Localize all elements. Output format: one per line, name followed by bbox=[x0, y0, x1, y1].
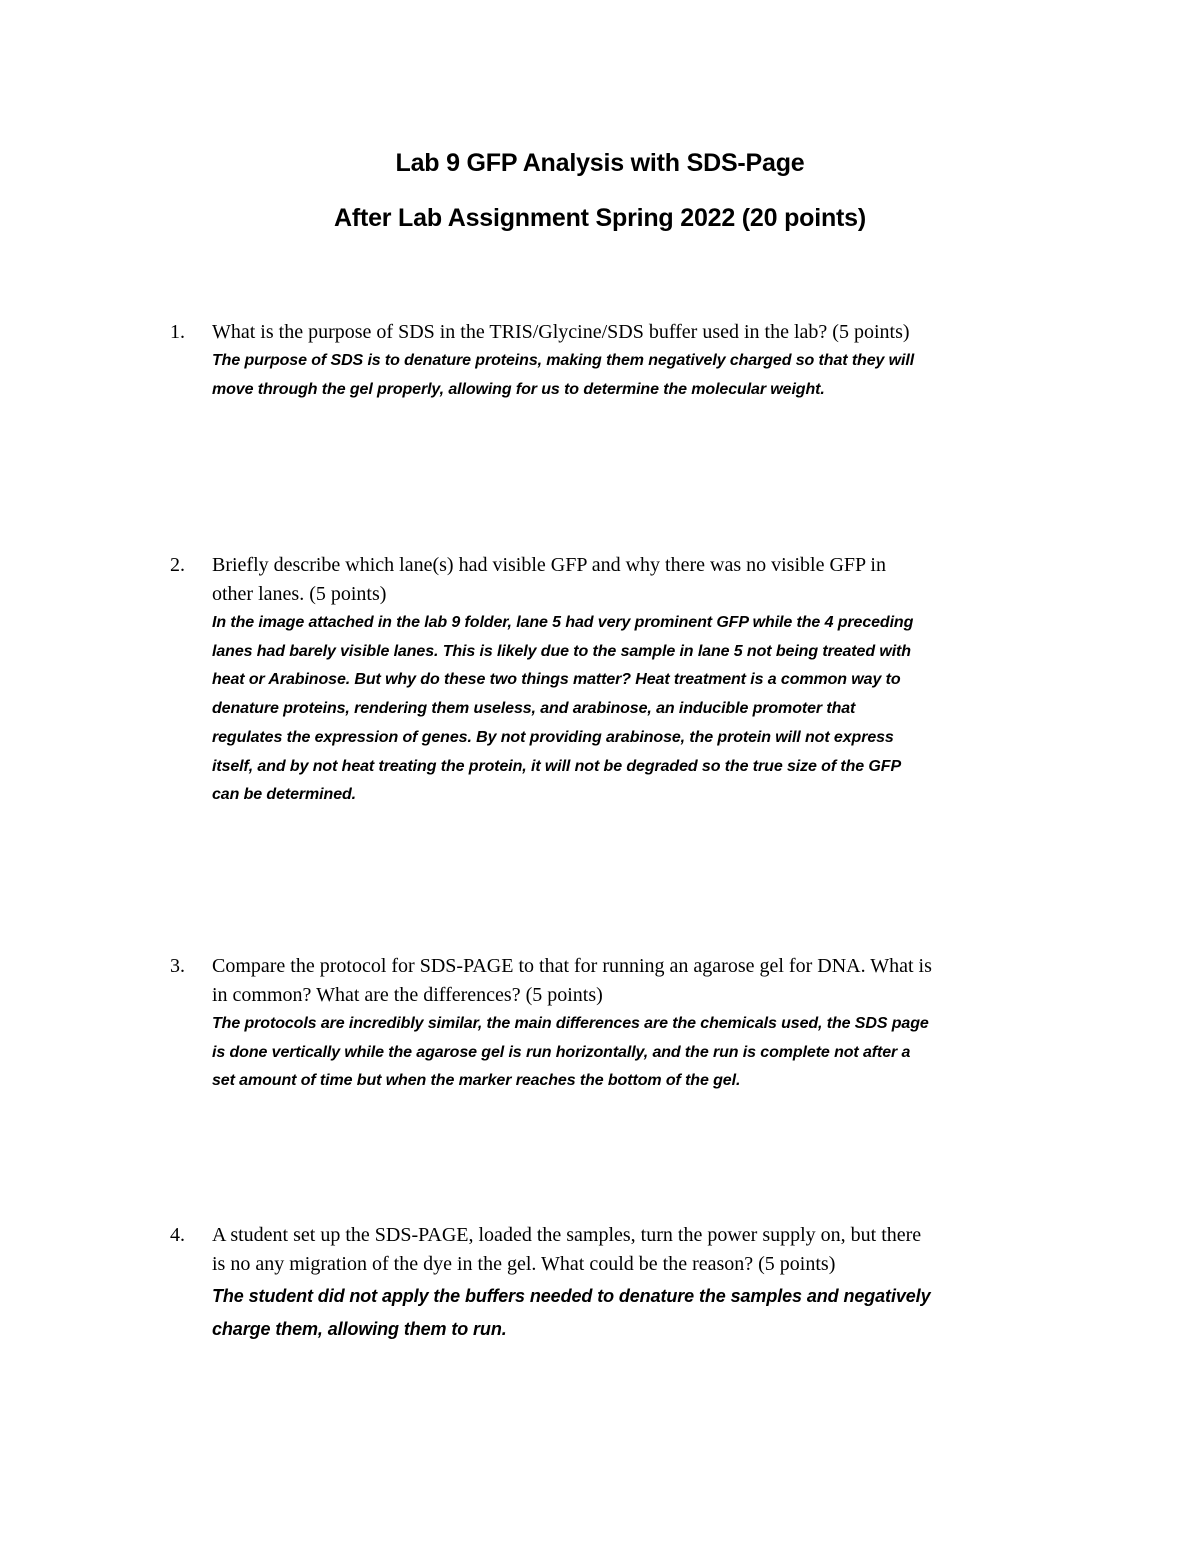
answer-line: The protocols are incredibly similar, the main differences are the chemicals used, the SDS page bbox=[212, 1015, 929, 1032]
question-body bbox=[212, 551, 1067, 810]
question-body bbox=[212, 952, 1067, 1096]
question-text: What is the purpose of SDS in the TRIS/Glycine/SDS buffer used in the lab? (5 points) bbox=[212, 321, 910, 343]
answer-line: The purpose of SDS is to denature proteins, making them negatively charged so that they will bbox=[212, 352, 915, 369]
question-text-line: other lanes. (5 points) bbox=[212, 583, 387, 605]
answer-line: set amount of time but when the marker reaches the bottom of the gel. bbox=[212, 1072, 741, 1090]
document-title: Lab 9 GFP Analysis with SDS-Page bbox=[395, 149, 805, 177]
answer-line: denature proteins, rendering them useless, and arabinose, an inducible promoter that bbox=[212, 700, 856, 718]
answer-line: heat or Arabinose. But why do these two things matter? Heat treatment is a common way to bbox=[212, 671, 901, 689]
document-subtitle: After Lab Assignment Spring 2022 (20 points) bbox=[333, 204, 867, 232]
answer-line: is done vertically while the agarose gel is run horizontally, and the run is complete not after a bbox=[212, 1043, 911, 1061]
question-body bbox=[212, 1221, 1067, 1345]
answer-line: In the image attached in the lab 9 folder, lane 5 had very prominent GFP while the 4 preceding bbox=[212, 614, 914, 631]
question-text-line: is no any migration of the dye in the gel. What could be the reason? (5 points) bbox=[212, 1253, 836, 1275]
question-number: 3. bbox=[170, 955, 185, 977]
answer-line: charge them, allowing them to run. bbox=[212, 1319, 507, 1339]
answer-line: can be determined. bbox=[212, 786, 357, 804]
question-body bbox=[212, 318, 1067, 404]
question-text-line: Compare the protocol for SDS-PAGE to that for running an agarose gel for DNA. What is bbox=[212, 955, 932, 977]
question-text-line: Briefly describe which lane(s) had visible GFP and why there was no visible GFP in bbox=[212, 554, 886, 576]
answer-line: lanes had barely visible lanes. This is likely due to the sample in lane 5 not being treated with bbox=[212, 642, 911, 660]
answer-line: regulates the expression of genes. By not providing arabinose, the protein will not express bbox=[212, 728, 894, 746]
answer-line: The student did not apply the buffers needed to denature the samples and negatively bbox=[212, 1286, 931, 1306]
question-number: 2. bbox=[170, 554, 185, 576]
answer-line: move through the gel properly, allowing for us to determine the molecular weight. bbox=[212, 380, 825, 398]
question-text-line: A student set up the SDS-PAGE, loaded the samples, turn the power supply on, but there bbox=[212, 1224, 922, 1246]
question-number: 1. bbox=[170, 321, 185, 343]
question-number: 4. bbox=[170, 1224, 185, 1246]
question-text-line: in common? What are the differences? (5 points) bbox=[212, 984, 603, 1006]
answer-line: itself, and by not heat treating the protein, it will not be degraded so the true size of the GFP bbox=[212, 757, 902, 775]
